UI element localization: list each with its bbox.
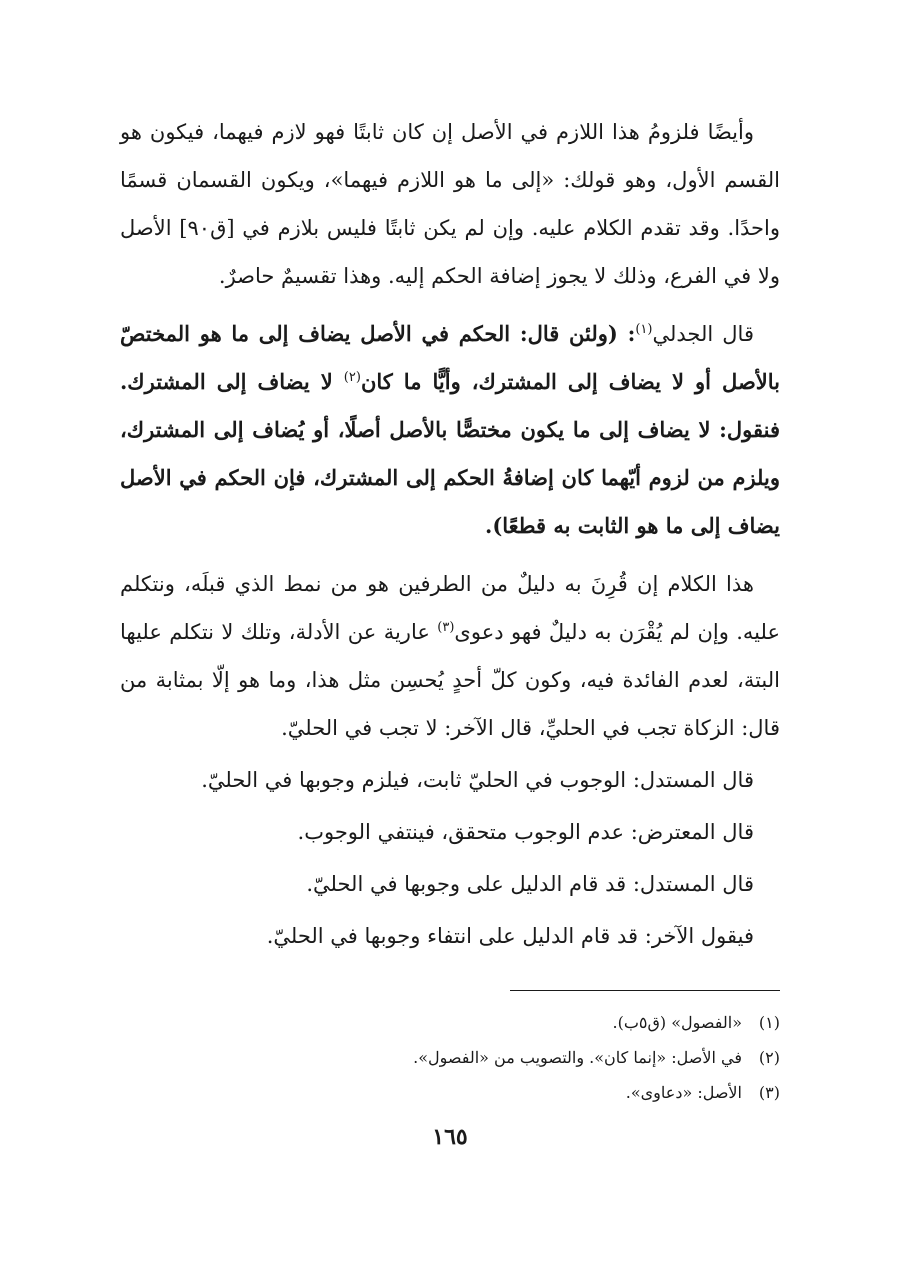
footnote-text: في الأصل: «إنما كان». والتصويب من «الفصول».: [413, 1048, 742, 1067]
page-body: [120, 108, 780, 960]
footnote-item: [120, 1005, 780, 1040]
dialogue-line: قال المستدل: الوجوب في الحليّ ثابت، فيلزم وجوبها في الحليّ.: [201, 768, 754, 792]
footnote-separator: [510, 990, 780, 991]
footnote-ref-3[interactable]: (٣): [437, 620, 455, 635]
footnote-ref-2[interactable]: (٢): [343, 370, 361, 385]
footnotes: [120, 1005, 780, 1110]
footnote-ref-1[interactable]: (١): [635, 322, 653, 337]
footnote-text: الأصل: «دعاوى».: [625, 1083, 742, 1102]
paragraph-2: [120, 310, 780, 550]
paragraph-3: [120, 560, 780, 752]
paragraph-1: وأيضًا فلزومُ هذا اللازم في الأصل إن كان ثابتًا فهو لازم فيهما، فيكون هو القسم الأول، وهو قولك: «إلى ما هو اللازم فيهما»، ويكون القسمان قسمًا واحدًا. وقد تقدم الكلام عليه. وإن لم يكن ثابتًا فليس بلازم في [ق٩٠] الأصل ولا في الفرع، وذلك لا يجوز إضافة الحكم إليه. وهذا تقسيمٌ حاصرٌ.: [120, 120, 781, 288]
dialogue-line: قال المعترض: عدم الوجوب متحقق، فينتفي الوجوب.: [297, 820, 754, 844]
paragraph-2-quote-a: : (ولئن قال: الحكم في الأصل يضاف إلى ما هو المختصّ بالأصل أو لا يضاف إلى المشترك، وأيًّا ما كان: [120, 321, 780, 394]
footnote-number: (٢): [758, 1048, 780, 1067]
paragraph-3-b: عارية عن الأدلة، وتلك لا نتكلم عليها البتة، لعدم الفائدة فيه، وكون كلّ أحدٍ يُحسِن مثل هذا، وما هو إلّا بمثابة من قال: الزكاة تجب في الحليِّ، قال الآخر: لا تجب في الحليّ.: [120, 620, 780, 740]
footnote-item: [120, 1075, 780, 1110]
page-number: ١٦٥: [432, 1124, 468, 1150]
footnote-text: «الفصول» (ق٥ب).: [612, 1013, 742, 1032]
footnote-item: [120, 1040, 780, 1075]
paragraph-2-quote-b: لا يضاف إلى المشترك. فنقول: لا يضاف إلى ما يكون مختصًّا بالأصل أصلًا، أو يُضاف إلى المشترك، ويلزم من لزوم أيّهما كان إضافةُ الحكم إلى المشترك، فإن الحكم في الأصل يضاف إلى ما هو الثابت به قطعًا).: [120, 369, 780, 538]
dialogue-line: قال المستدل: قد قام الدليل على وجوبها في الحليّ.: [306, 872, 754, 896]
paragraph-3-a: هذا الكلام إن قُرِنَ به دليلٌ من الطرفين هو من نمط الذي قبلَه، ونتكلم عليه. وإن لم يُقْرَن به دليلٌ فهو دعوى: [120, 572, 780, 644]
paragraph-2-lead: قال الجدلي: [652, 322, 754, 346]
dialogue-line: فيقول الآخر: قد قام الدليل على انتفاء وجوبها في الحليّ.: [266, 924, 754, 948]
footnote-number: (١): [758, 1013, 780, 1032]
footnote-number: (٣): [758, 1083, 780, 1102]
